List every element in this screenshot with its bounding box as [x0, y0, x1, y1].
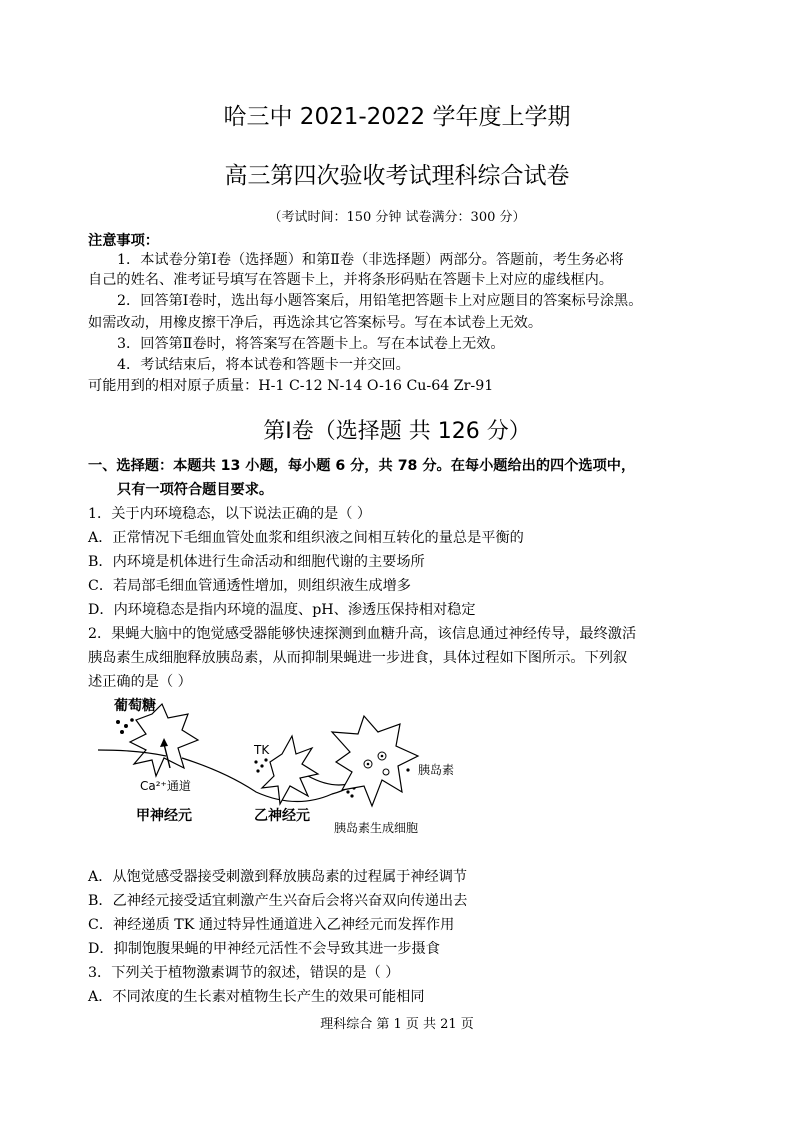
label-ca-channel: Ca²⁺通道: [140, 779, 191, 793]
atomic-mass-line: 可能用到的相对原子质量：H-1 C-12 N-14 O-16 Cu-64 Zr-91: [88, 378, 494, 394]
insulin-release-dot: [406, 768, 409, 771]
q2-option-a: A．从饱觉感受器接受刺激到释放胰岛素的过程属于神经调节: [88, 869, 468, 885]
q2-stem-line3: 述正确的是（ ）: [88, 674, 192, 690]
label-glucose: 葡萄糖: [114, 698, 156, 714]
label-tk: TK: [254, 743, 270, 757]
glucose-dots: [116, 718, 134, 734]
q2-option-c: C．神经递质 TK 通过特异性通道进入乙神经元而发挥作用: [88, 917, 455, 933]
notice-item-2: 2．回答第Ⅰ卷时，选出每小题答案后，用铅笔把答题卡上对应题目的答案标号涂黑。: [117, 293, 643, 309]
q2-stem-line1: 2．果蝇大脑中的饱觉感受器能够快速探测到血糖升高，该信息通过神经传导，最终激活: [88, 626, 637, 642]
page-footer: 理科综合 第 1 页 共 21 页: [320, 1017, 474, 1032]
section-title: 第Ⅰ卷（选择题 共 126 分）: [263, 419, 531, 444]
notice-item-2-cont: 如需改动，用橡皮擦干净后，再选涂其它答案标号。写在本试卷上无效。: [88, 315, 543, 331]
notice-item-3: 3．回答第Ⅱ卷时，将答案写在答题卡上。写在本试卷上无效。: [117, 336, 505, 352]
insulin-cell-shape: [332, 716, 418, 806]
exam-title-line1: 哈三中 2021-2022 学年度上学期: [223, 104, 571, 130]
insulin-granule-2: [381, 755, 384, 758]
notice-item-1-cont: 自己的姓名、准考证号填写在答题卡上，并将条形码贴在答题卡上对应的虚线框内。: [88, 272, 613, 288]
q3-option-a: A．不同浓度的生长素对植物生长产生的效果可能相同: [88, 989, 425, 1005]
notice-item-4: 4．考试结束后，将本试卷和答题卡一并交回。: [117, 357, 410, 373]
q1-stem: 1．关于内环境稳态，以下说法正确的是（ ）: [88, 506, 372, 522]
q1-option-c: C．若局部毛细血管通透性增加，则组织液生成增多: [88, 578, 411, 594]
neuron-b-axon: [308, 776, 348, 785]
label-neuron-b: 乙神经元: [254, 808, 310, 824]
q3-stem: 3．下列关于植物激素调节的叙述，错误的是（ ）: [88, 965, 400, 981]
notice-item-1: 1．本试卷分第Ⅰ卷（选择题）和第Ⅱ卷（非选择题）两部分。答题前，考生务必将: [117, 252, 624, 268]
section-instruction-line1: 一、选择题：本题共 13 小题，每小题 6 分，共 78 分。在每小题给出的四个选项中，: [88, 458, 636, 474]
q2-option-d: D．抑制饱腹果蝇的甲神经元活性不会导致其进一步摄食: [88, 941, 440, 957]
tk-dots: [254, 758, 267, 772]
exam-title-line2: 高三第四次验收考试理科综合试卷: [224, 163, 570, 189]
section-instruction-line2: 只有一项符合题目要求。: [117, 482, 274, 498]
notice-heading: 注意事项：: [88, 233, 159, 249]
exam-info: （考试时间：150 分钟 试卷满分：300 分）: [268, 210, 526, 225]
q1-option-a: A．正常情况下毛细血管处血浆和组织液之间相互转化的量总是平衡的: [88, 530, 524, 546]
label-insulin: 胰岛素: [418, 763, 455, 777]
q2-stem-line2: 胰岛素生成细胞释放胰岛素，从而抑制果蝇进一步进食，具体过程如下图所示。下列叙: [88, 650, 628, 666]
neuron-diagram: [96, 692, 496, 852]
label-insulin-cell: 胰岛素生成细胞: [334, 821, 419, 835]
insulin-granule-1: [367, 763, 370, 766]
q1-option-d: D．内环境稳态是指内环境的温度、pH、渗透压保持相对稳定: [88, 602, 476, 618]
label-neuron-a: 甲神经元: [136, 808, 192, 824]
neuron-b-shape: [262, 736, 318, 804]
q1-option-b: B．内环境是机体进行生命活动和细胞代谢的主要场所: [88, 554, 425, 570]
q2-option-b: B．乙神经元接受适宜刺激产生兴奋后会将兴奋双向传递出去: [88, 893, 468, 909]
